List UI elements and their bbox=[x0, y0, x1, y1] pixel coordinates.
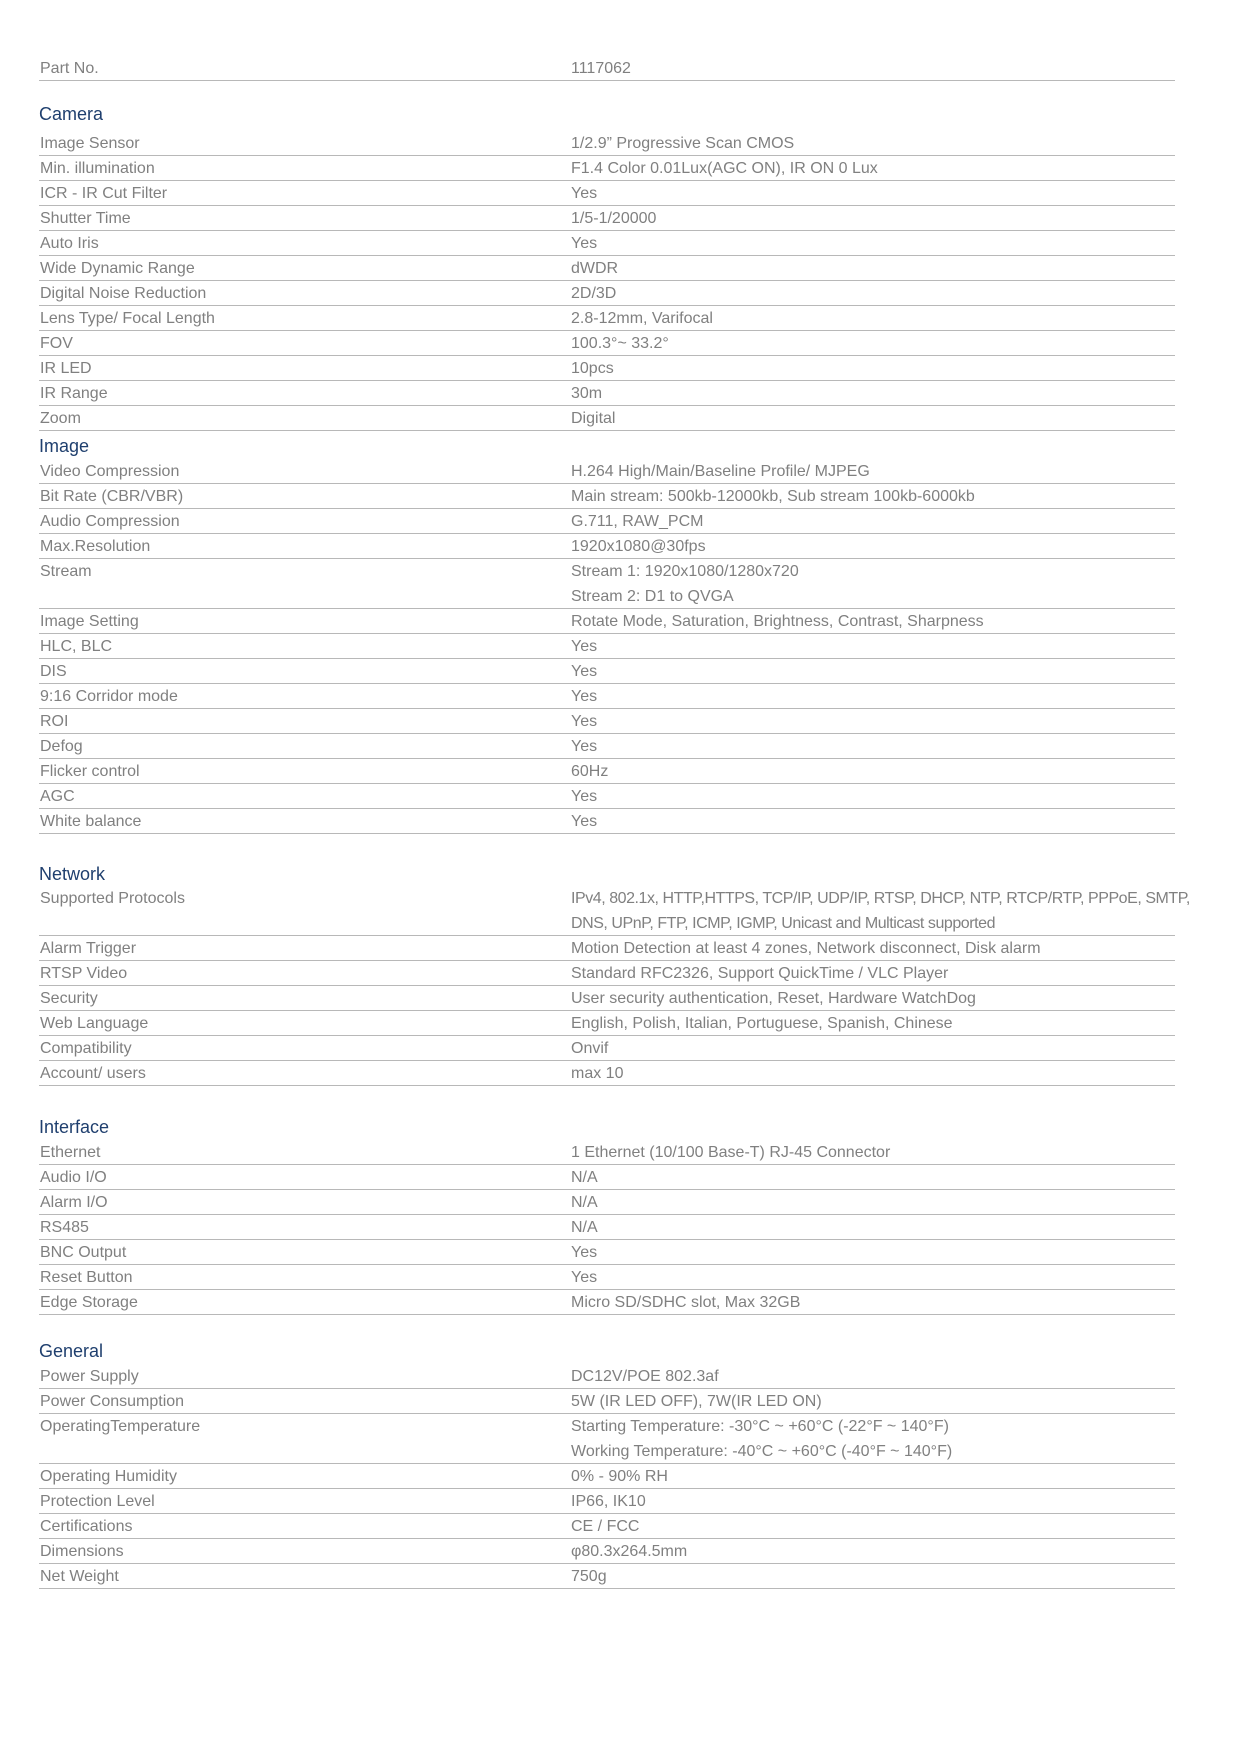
spec-value bbox=[571, 609, 984, 634]
spec-value-line: G.711, RAW_PCM bbox=[571, 513, 704, 530]
spec-value bbox=[571, 356, 614, 381]
spec-row bbox=[39, 1539, 1175, 1564]
spec-row bbox=[39, 1290, 1175, 1315]
spec-label: Max.Resolution bbox=[40, 538, 151, 555]
spec-label: Digital Noise Reduction bbox=[40, 285, 207, 302]
spec-label: Image Setting bbox=[40, 613, 139, 630]
spec-value-line: 2.8-12mm, Varifocal bbox=[571, 310, 713, 327]
section-title-general: General bbox=[39, 1341, 104, 1361]
spec-value-line: Yes bbox=[571, 1269, 598, 1286]
spec-label: Zoom bbox=[40, 410, 81, 427]
spec-value bbox=[571, 131, 794, 156]
spec-row bbox=[39, 609, 1175, 634]
spec-value-line: Main stream: 500kb-12000kb, Sub stream 100kb-6000kb bbox=[571, 488, 975, 505]
spec-value-line: H.264 High/Main/Baseline Profile/ MJPEG bbox=[571, 463, 870, 480]
section-title-camera: Camera bbox=[39, 104, 104, 124]
spec-label: HLC, BLC bbox=[40, 638, 113, 655]
spec-label: Security bbox=[40, 990, 98, 1007]
spec-row bbox=[39, 131, 1175, 156]
spec-value-line: 1 Ethernet (10/100 Base-T) RJ-45 Connector bbox=[571, 1144, 891, 1161]
spec-value bbox=[571, 1389, 822, 1414]
spec-row bbox=[39, 659, 1175, 684]
spec-value-line: N/A bbox=[571, 1219, 598, 1236]
spec-value bbox=[571, 684, 597, 709]
spec-label: FOV bbox=[40, 335, 73, 352]
spec-label: RS485 bbox=[40, 1219, 89, 1236]
spec-value-line: DNS, UPnP, FTP, ICMP, IGMP, Unicast and Multicast supported bbox=[571, 915, 996, 932]
spec-row bbox=[39, 1514, 1175, 1539]
spec-value bbox=[571, 1290, 800, 1315]
spec-value bbox=[571, 406, 615, 431]
section-title-network: Network bbox=[39, 864, 106, 884]
spec-value-line: Yes bbox=[571, 813, 598, 830]
spec-row bbox=[39, 406, 1175, 431]
spec-row bbox=[39, 784, 1175, 809]
spec-value bbox=[571, 331, 669, 356]
spec-value-line: 5W (IR LED OFF), 7W(IR LED ON) bbox=[571, 1393, 822, 1410]
spec-value-line: φ80.3x264.5mm bbox=[571, 1543, 688, 1560]
section-title-image: Image bbox=[39, 436, 90, 456]
spec-row bbox=[39, 886, 1190, 936]
spec-row bbox=[39, 1140, 1175, 1165]
spec-label: RTSP Video bbox=[40, 965, 128, 982]
spec-row bbox=[39, 986, 1175, 1011]
spec-label: Reset Button bbox=[40, 1269, 133, 1286]
spec-value bbox=[571, 936, 1041, 961]
spec-label: Net Weight bbox=[40, 1568, 119, 1585]
spec-label: Ethernet bbox=[40, 1144, 101, 1161]
spec-value-line: User security authentication, Reset, Hardware WatchDog bbox=[571, 990, 976, 1007]
spec-label: ICR - IR Cut Filter bbox=[40, 185, 168, 202]
spec-value bbox=[571, 1539, 687, 1564]
spec-label: Power Consumption bbox=[40, 1393, 185, 1410]
spec-label: Wide Dynamic Range bbox=[40, 260, 195, 277]
spec-value bbox=[571, 459, 870, 484]
spec-row bbox=[39, 1265, 1175, 1290]
spec-value-line: Yes bbox=[571, 185, 598, 202]
spec-label: Flicker control bbox=[40, 763, 140, 780]
spec-value bbox=[571, 1265, 597, 1290]
spec-label: AGC bbox=[40, 788, 75, 805]
spec-row bbox=[39, 1489, 1175, 1514]
spec-value-line: Yes bbox=[571, 235, 598, 252]
spec-value bbox=[571, 534, 706, 559]
spec-value-line: Yes bbox=[571, 663, 598, 680]
spec-label: IR Range bbox=[40, 385, 108, 402]
spec-value-line: Motion Detection at least 4 zones, Network disconnect, Disk alarm bbox=[571, 940, 1041, 957]
spec-row bbox=[39, 559, 1175, 609]
spec-row bbox=[39, 709, 1175, 734]
spec-value bbox=[571, 986, 976, 1011]
spec-value bbox=[571, 231, 597, 256]
spec-row bbox=[39, 206, 1175, 231]
spec-value bbox=[571, 1240, 597, 1265]
spec-value bbox=[571, 734, 597, 759]
spec-row bbox=[39, 809, 1175, 834]
spec-value bbox=[571, 1165, 598, 1190]
spec-value-line: IP66, IK10 bbox=[571, 1493, 646, 1510]
spec-value bbox=[571, 1011, 953, 1036]
spec-value-line: Standard RFC2326, Support QuickTime / VLC Player bbox=[571, 965, 949, 982]
spec-value-line: Yes bbox=[571, 738, 598, 755]
spec-value bbox=[571, 709, 597, 734]
spec-value-line: Stream 2: D1 to QVGA bbox=[571, 588, 734, 605]
spec-value-line: 0% - 90% RH bbox=[571, 1468, 668, 1485]
spec-label: Power Supply bbox=[40, 1368, 139, 1385]
spec-label: OperatingTemperature bbox=[40, 1418, 201, 1435]
spec-value-line: dWDR bbox=[571, 260, 619, 277]
spec-row bbox=[39, 1414, 1175, 1464]
spec-label: Bit Rate (CBR/VBR) bbox=[40, 488, 184, 505]
spec-value-line: CE / FCC bbox=[571, 1518, 640, 1535]
part-no-label: Part No. bbox=[40, 60, 99, 77]
spec-row bbox=[39, 734, 1175, 759]
spec-value bbox=[571, 1464, 668, 1489]
spec-value bbox=[571, 809, 597, 834]
part-no-row bbox=[39, 56, 1175, 81]
spec-row bbox=[39, 331, 1175, 356]
spec-row bbox=[39, 281, 1175, 306]
spec-row bbox=[39, 231, 1175, 256]
spec-value bbox=[571, 759, 608, 784]
spec-value-line: IPv4, 802.1x, HTTP,HTTPS, TCP/IP, UDP/IP, RTSP, DHCP, NTP, RTCP/RTP, PPPoE, SMTP, bbox=[571, 890, 1190, 907]
spec-row bbox=[39, 256, 1175, 281]
spec-value bbox=[571, 1190, 598, 1215]
spec-value-line: Yes bbox=[571, 1244, 598, 1261]
spec-value-line: Yes bbox=[571, 638, 598, 655]
spec-value-line: Starting Temperature: -30°C ~ +60°C (-22°F ~ 140°F) bbox=[571, 1418, 949, 1435]
spec-value bbox=[571, 381, 602, 406]
spec-value-line: English, Polish, Italian, Portuguese, Spanish, Chinese bbox=[571, 1015, 953, 1032]
spec-label: Audio Compression bbox=[40, 513, 180, 530]
spec-value-line: 750g bbox=[571, 1568, 607, 1585]
spec-label: 9:16 Corridor mode bbox=[40, 688, 178, 705]
spec-value bbox=[571, 634, 597, 659]
spec-value bbox=[571, 1036, 608, 1061]
spec-value-line: DC12V/POE 802.3af bbox=[571, 1368, 719, 1385]
spec-row bbox=[39, 1389, 1175, 1414]
spec-label: Defog bbox=[40, 738, 83, 755]
spec-row bbox=[39, 1215, 1175, 1240]
spec-label: Image Sensor bbox=[40, 135, 140, 152]
spec-row bbox=[39, 961, 1175, 986]
spec-label: DIS bbox=[40, 663, 67, 680]
spec-row bbox=[39, 1190, 1175, 1215]
spec-value bbox=[571, 1514, 639, 1539]
spec-value bbox=[571, 181, 597, 206]
spec-value bbox=[571, 281, 616, 306]
spec-value-line: Onvif bbox=[571, 1040, 609, 1057]
spec-value bbox=[571, 206, 656, 231]
spec-label: Alarm I/O bbox=[40, 1194, 108, 1211]
spec-value bbox=[571, 659, 597, 684]
spec-value bbox=[571, 784, 597, 809]
spec-value bbox=[571, 886, 1190, 936]
spec-value-line: 10pcs bbox=[571, 360, 614, 377]
spec-label: Dimensions bbox=[40, 1543, 124, 1560]
spec-label: Certifications bbox=[40, 1518, 133, 1535]
spec-label: White balance bbox=[40, 813, 142, 830]
spec-row bbox=[39, 1061, 1175, 1086]
spec-row bbox=[39, 1011, 1175, 1036]
spec-row bbox=[39, 1464, 1175, 1489]
spec-row bbox=[39, 1240, 1175, 1265]
spec-value-line: Rotate Mode, Saturation, Brightness, Contrast, Sharpness bbox=[571, 613, 984, 630]
spec-label: Min. illumination bbox=[40, 160, 155, 177]
spec-value bbox=[571, 1564, 607, 1589]
spec-value-line: 2D/3D bbox=[571, 285, 617, 302]
spec-row bbox=[39, 1564, 1175, 1589]
spec-value bbox=[571, 1364, 719, 1389]
spec-row bbox=[39, 356, 1175, 381]
spec-label: Shutter Time bbox=[40, 210, 131, 227]
spec-value-line: Yes bbox=[571, 713, 598, 730]
spec-value bbox=[571, 156, 878, 181]
spec-value-line: Stream 1: 1920x1080/1280x720 bbox=[571, 563, 799, 580]
spec-label: Web Language bbox=[40, 1015, 149, 1032]
spec-value bbox=[571, 1414, 952, 1464]
spec-row bbox=[39, 759, 1175, 784]
spec-label: Video Compression bbox=[40, 463, 180, 480]
spec-row bbox=[39, 381, 1175, 406]
spec-label: Edge Storage bbox=[40, 1294, 138, 1311]
spec-value-line: Digital bbox=[571, 410, 616, 427]
spec-value-line: N/A bbox=[571, 1169, 598, 1186]
spec-value bbox=[571, 509, 703, 534]
spec-row bbox=[39, 634, 1175, 659]
part-no-value: 1117062 bbox=[571, 60, 631, 77]
spec-label: Account/ users bbox=[40, 1065, 146, 1082]
spec-row bbox=[39, 459, 1175, 484]
spec-label: ROI bbox=[40, 713, 69, 730]
spec-row bbox=[39, 156, 1175, 181]
spec-label: Audio I/O bbox=[40, 1169, 107, 1186]
spec-value-line: 100.3°~ 33.2° bbox=[571, 335, 669, 352]
spec-value-line: 1/2.9” Progressive Scan CMOS bbox=[571, 135, 795, 152]
spec-value bbox=[571, 1215, 598, 1240]
spec-value bbox=[571, 306, 713, 331]
spec-row bbox=[39, 1036, 1175, 1061]
spec-label: Supported Protocols bbox=[40, 890, 185, 907]
spec-row bbox=[39, 509, 1175, 534]
spec-row bbox=[39, 684, 1175, 709]
spec-row bbox=[39, 306, 1175, 331]
spec-value bbox=[571, 1489, 646, 1514]
spec-value-line: 60Hz bbox=[571, 763, 609, 780]
spec-value-line: N/A bbox=[571, 1194, 598, 1211]
spec-value-line: Micro SD/SDHC slot, Max 32GB bbox=[571, 1294, 801, 1311]
spec-row bbox=[39, 484, 1175, 509]
section-title-interface: Interface bbox=[39, 1117, 110, 1137]
spec-value-line: Yes bbox=[571, 788, 598, 805]
spec-value-line: max 10 bbox=[571, 1065, 624, 1082]
spec-label: Operating Humidity bbox=[40, 1468, 177, 1485]
spec-value bbox=[571, 484, 975, 509]
spec-value-line: Working Temperature: -40°C ~ +60°C (-40°F ~ 140°F) bbox=[571, 1443, 953, 1460]
spec-value bbox=[571, 559, 799, 609]
spec-row bbox=[39, 534, 1175, 559]
spec-row bbox=[39, 1364, 1175, 1389]
spec-label: Stream bbox=[40, 563, 92, 580]
spec-label: IR LED bbox=[40, 360, 92, 377]
spec-value bbox=[571, 961, 948, 986]
spec-value-line: 1920x1080@30fps bbox=[571, 538, 706, 555]
spec-value bbox=[571, 1061, 623, 1086]
spec-value-line: F1.4 Color 0.01Lux(AGC ON), IR ON 0 Lux bbox=[571, 160, 878, 177]
spec-label: Lens Type/ Focal Length bbox=[40, 310, 215, 327]
spec-label: Protection Level bbox=[40, 1493, 155, 1510]
spec-value-line: 1/5-1/20000 bbox=[571, 210, 657, 227]
spec-value-line: Yes bbox=[571, 688, 598, 705]
spec-row bbox=[39, 181, 1175, 206]
spec-row bbox=[39, 936, 1175, 961]
spec-label: Compatibility bbox=[40, 1040, 132, 1057]
spec-value-line: 30m bbox=[571, 385, 603, 402]
spec-label: Alarm Trigger bbox=[40, 940, 137, 957]
spec-label: BNC Output bbox=[40, 1244, 127, 1261]
spec-value bbox=[571, 256, 618, 281]
spec-label: Auto Iris bbox=[40, 235, 99, 252]
spec-value bbox=[571, 1140, 890, 1165]
spec-row bbox=[39, 1165, 1175, 1190]
